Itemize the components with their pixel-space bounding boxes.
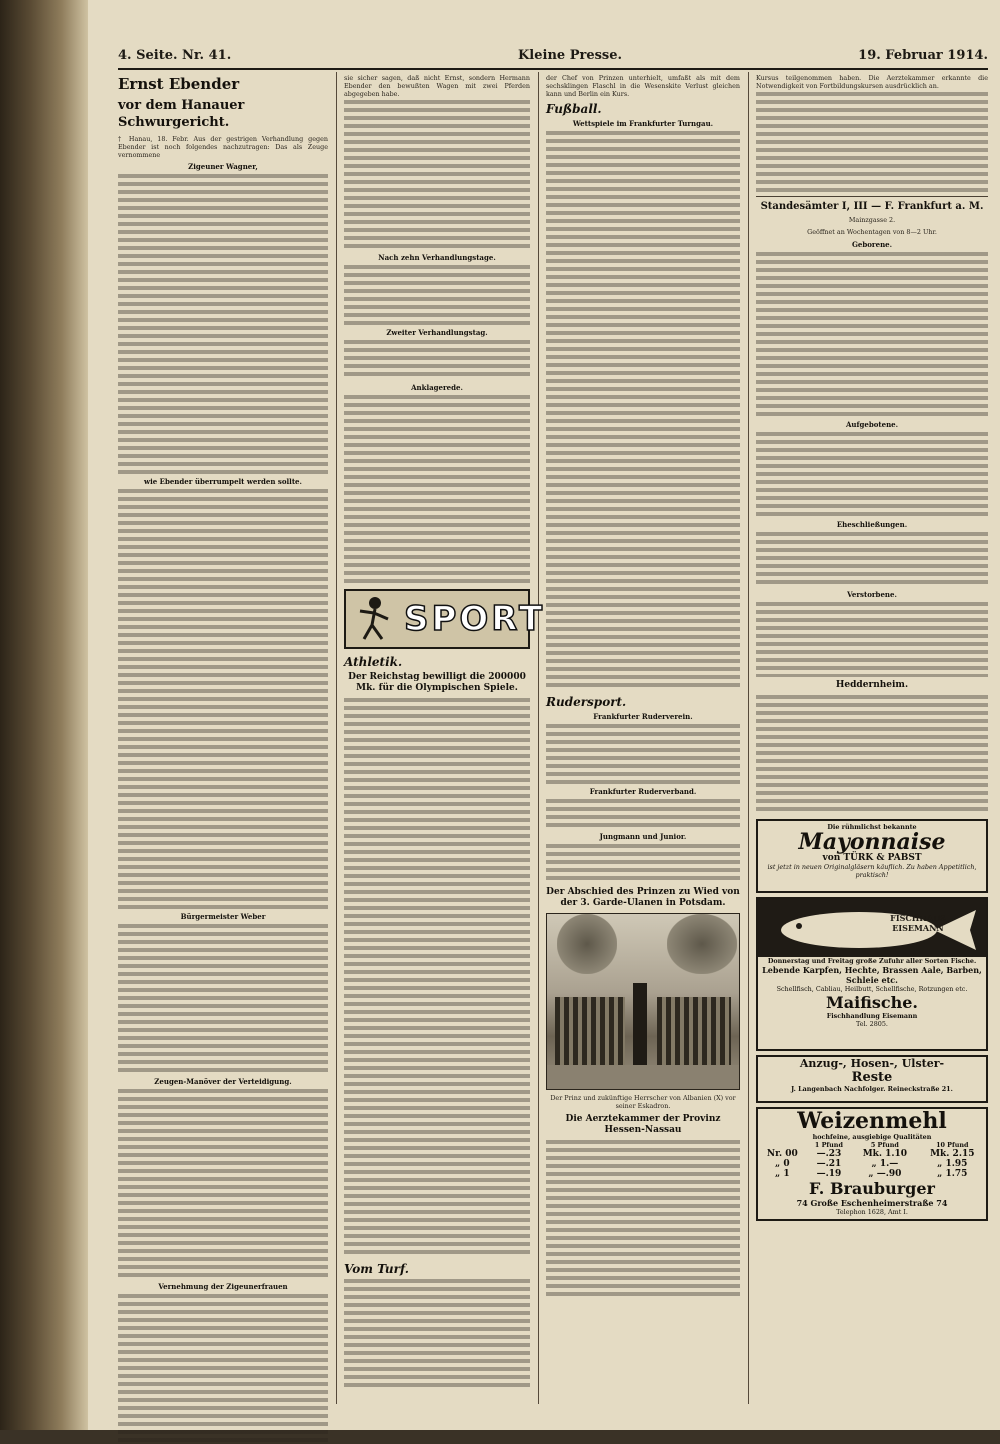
price-header: 1 Pfund	[814, 1141, 843, 1150]
price-cell: Nr. 00	[766, 1149, 798, 1160]
text-block	[756, 695, 988, 815]
article-continuation: Kursus teilgenommen haben. Die Aerztekammer erkannte die Notwendigkeit von Fortbildungskursen ausdrücklich an.	[756, 74, 988, 91]
text-block	[344, 340, 530, 380]
registry-section: Aufgebotene.	[845, 420, 899, 430]
section-heading: wie Ebender überrumpelt werden sollte.	[144, 477, 302, 487]
fish-shop-name: FISCHHAUS EISEMANN	[890, 913, 946, 934]
text-block	[756, 252, 988, 417]
ad-maker: von TÜRK & PABST	[822, 853, 922, 864]
mayonnaise-ad	[756, 819, 988, 893]
section-heading: Frankfurter Ruderverein.	[593, 712, 693, 722]
registry-address: Mainzgasse 2.	[848, 216, 896, 225]
price-cell: —.19	[816, 1169, 842, 1180]
ad-address: 74 Große Eschenheimerstraße 74	[796, 1198, 948, 1209]
text-block	[546, 724, 740, 784]
section-heading: Nach zehn Verhandlungstage.	[378, 253, 496, 263]
text-block	[546, 844, 740, 884]
masthead: Kleine Presse.	[518, 48, 623, 63]
price-header	[758, 1141, 807, 1149]
text-block	[118, 1089, 328, 1279]
ad-company: F. Brauburger	[809, 1179, 935, 1199]
sport-section-banner	[344, 589, 546, 649]
price-cell: „ —.90	[868, 1169, 902, 1180]
ad-line: Donnerstag und Freitag große Zufuhr aller Sorten Fische.	[767, 957, 977, 966]
ad-line: Reste	[851, 1070, 893, 1086]
section-heading: Rudersport.	[546, 695, 627, 710]
fish-ad-header	[758, 899, 986, 957]
text-block	[756, 532, 988, 587]
text-block	[344, 395, 530, 585]
text-block	[118, 924, 328, 1074]
text-block	[344, 100, 530, 250]
text-block	[756, 432, 988, 517]
price-header: 5 Pfund	[870, 1141, 899, 1150]
article-subtitle: vor dem Hanauer Schwurgericht.	[118, 98, 245, 130]
column-2	[344, 74, 546, 1404]
column-3	[546, 74, 740, 1404]
section-heading: Zweiter Verhandlungstag.	[386, 328, 488, 338]
column-rule	[748, 72, 749, 1404]
article-continuation: sie sicher sagen, daß nicht Ernst, sondern Hermann Ebender den bewußten Wagen mit zwei Pferden abgegeben habe.	[344, 74, 530, 99]
ad-product: Weizenmehl	[797, 1108, 947, 1135]
section-heading: Jungmann und Junior.	[599, 832, 687, 842]
price-cell: „ 1.—	[871, 1159, 899, 1170]
text-block	[756, 602, 988, 677]
column-rule	[538, 72, 539, 1404]
text-block	[118, 174, 328, 474]
price-cell: „ 1.75	[937, 1169, 968, 1180]
section-heading: Zeugen-Manöver der Verteidigung.	[154, 1077, 292, 1087]
section-heading: Anklagerede.	[411, 383, 463, 393]
clothing-ad	[756, 1055, 988, 1103]
price-table	[758, 1141, 986, 1179]
price-cell: Mk. 2.15	[930, 1149, 975, 1160]
text-block	[344, 698, 530, 1258]
prince-figure	[633, 983, 647, 1067]
price-cell: Mk. 1.10	[862, 1149, 908, 1160]
price-cell: „ 0	[775, 1159, 790, 1170]
ad-line: J. Langenbach Nachfolger. Reineckstraße 21.	[791, 1085, 953, 1094]
text-block	[118, 1294, 328, 1444]
price-cell: —.21	[816, 1159, 842, 1170]
ad-phone: Tel. 2805.	[856, 1020, 888, 1029]
column-4	[756, 74, 988, 1404]
article-title: Ernst Ebender	[118, 75, 240, 93]
ad-line: hochfeine, ausgiebige Qualitäten	[812, 1133, 932, 1142]
text-block	[546, 799, 740, 829]
ad-line: ist jetzt in neuen Originalgläsern käuflich. Zu haben Appetitlich, praktisch!	[767, 863, 977, 880]
ad-highlight: Maifische.	[826, 993, 918, 1013]
article-headline: Die Aerztekammer der Provinz Hessen-Nassau	[565, 1114, 721, 1136]
news-photograph	[546, 913, 740, 1090]
header-rule	[118, 68, 988, 70]
text-block	[546, 1140, 740, 1300]
text-block	[546, 131, 740, 691]
price-cell: „ 1.95	[937, 1159, 968, 1170]
text-block	[344, 1279, 530, 1389]
issue-date: 19. Februar 1914.	[858, 48, 988, 63]
section-heading: Frankfurter Ruderverband.	[589, 787, 697, 797]
photo-headline: Der Abschied des Prinzen zu Wied von der 3. Garde-Ulanen in Potsdam.	[546, 887, 740, 909]
registry-section: Eheschließungen.	[836, 520, 908, 530]
page-number: 4. Seite. Nr. 41.	[118, 48, 232, 63]
registry-title: Standesämter I, III — F. Frankfurt a. M.	[760, 201, 984, 213]
registry-section: Geborene.	[851, 240, 893, 250]
section-heading: Athletik.	[344, 655, 403, 670]
newspaper-page	[88, 0, 1000, 1430]
ad-line: Schellfisch, Cabliau, Heilbutt, Schellfische, Rotzungen etc.	[776, 985, 968, 994]
registry-title: Heddernheim.	[835, 680, 909, 691]
photo-caption: Der Prinz und zukünftige Herrscher von Albanien (X) vor seiner Eskadron.	[550, 1094, 736, 1111]
ad-product: Mayonnaise	[798, 829, 946, 856]
price-cell: „ 1	[775, 1169, 790, 1180]
section-heading: Wettspiele im Frankfurter Turngau.	[572, 119, 714, 129]
book-spine	[0, 0, 88, 1430]
sport-banner-title: SPORT	[404, 599, 546, 640]
column-1	[118, 74, 328, 1404]
ad-line: Die rühmlichst bekannte	[827, 823, 917, 832]
ad-footer: Fischhandlung Eisemann	[826, 1012, 918, 1021]
registry-section: Verstorbene.	[847, 590, 897, 600]
ad-phone: Telephon 1628, Amt I.	[836, 1208, 908, 1217]
section-heading: Zigeuner Wagner,	[188, 162, 258, 172]
article-headline: Der Reichstag bewilligt die 200000 Mk. für die Olympischen Spiele.	[348, 672, 526, 694]
section-heading: Bürgermeister Weber	[180, 912, 266, 922]
text-block	[344, 265, 530, 325]
section-heading: Vernehmung der Zigeunerfrauen	[158, 1282, 288, 1292]
ad-line: Anzug-, Hosen-, Ulster-	[799, 1057, 945, 1071]
fish-shop-ad	[756, 897, 988, 1051]
page-header	[118, 48, 988, 68]
column-rule	[336, 72, 337, 1404]
price-cell: —.23	[816, 1149, 842, 1160]
price-header: 10 Pfund	[936, 1141, 969, 1150]
text-block	[118, 489, 328, 909]
flour-ad	[756, 1107, 988, 1221]
article-continuation: der Chef von Prinzen unterhielt, umfaßt als mit dem sechsklingen Flaschl in die Wesenskite Verlust gleichen kann und Berlin ein Kurs.	[546, 74, 740, 99]
text-block	[756, 92, 988, 192]
athlete-figure-icon	[350, 593, 400, 643]
ad-line: Lebende Karpfen, Hechte, Brassen Aale, Barben, Schleie etc.	[762, 965, 982, 986]
registry-hours: Geöffnet an Wochentagen von 8—2 Uhr.	[807, 228, 937, 237]
article-intro: † Hanau, 18. Febr. Aus der gestrigen Verhandlung gegen Ebender ist noch folgendes nachzutragen: Das als Zeuge vernommene	[118, 135, 328, 160]
section-heading: Vom Turf.	[344, 1262, 409, 1277]
section-heading: Fußball.	[546, 102, 602, 117]
